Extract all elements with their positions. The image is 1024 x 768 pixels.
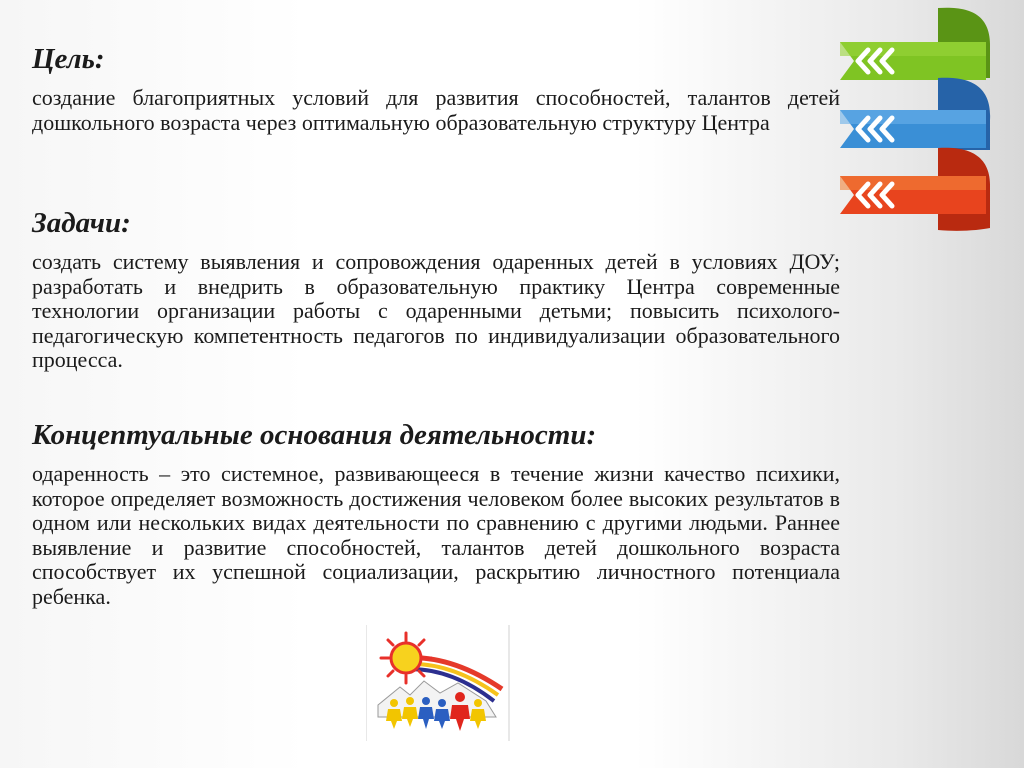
tasks-text: создать систему выявления и сопровождения одаренных детей в условиях ДОУ; разработать и внедрить в образовательную практику Центра современные технологии организации работы с одаренными детьми; повысить психолого-педагогическую компетентность педагогов по индивидуализации образовательного процесса. <box>32 249 840 372</box>
tasks-heading: Задачи: <box>32 207 131 239</box>
concept-heading: Концептуальные основания деятельности: <box>32 419 597 451</box>
red-ribbon <box>840 148 990 231</box>
green-ribbon <box>840 8 990 80</box>
concept-text: одаренность – это системное, развивающееся в течение жизни качество психики, которое определяет возможность достижения человеком более высоких результатов в одном или нескольких видах деятельности по сравнению с другими людьми. Раннее выявление и развитие способностей, талантов детей дошкольного возраста способствует их успешной социализации, раскрытию личностного потенциала ребенка. <box>32 461 840 609</box>
ribbon-decoration <box>820 0 1024 240</box>
goal-text: создание благоприятных условий для развития способностей, талантов детей дошкольного возраста через оптимальную образовательную структуру Центра <box>32 85 840 135</box>
children-sun-logo <box>366 625 510 741</box>
goal-heading: Цель: <box>32 43 105 75</box>
sun-icon <box>381 633 431 683</box>
blue-ribbon <box>840 78 990 150</box>
